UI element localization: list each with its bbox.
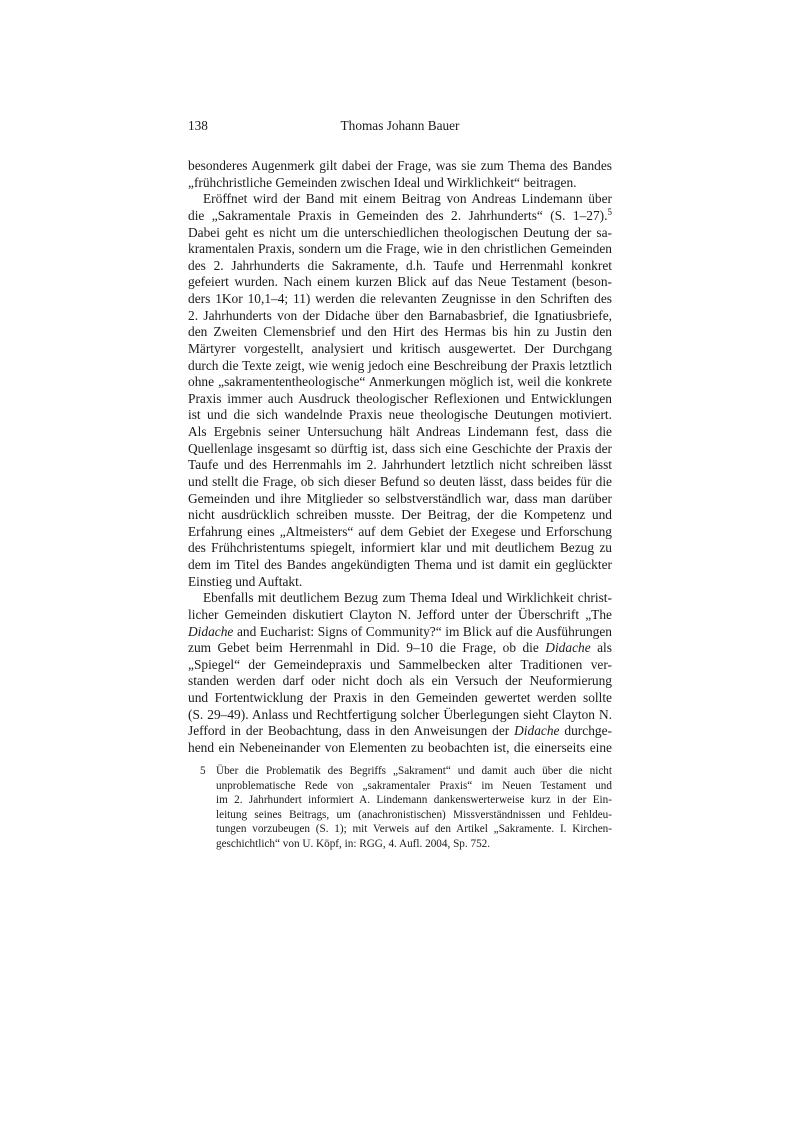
text-line — [216, 779, 612, 794]
text-line — [188, 590, 612, 607]
text-segment: durchge- — [559, 723, 612, 739]
text-line — [188, 175, 612, 192]
text-line — [188, 424, 612, 441]
text-line — [188, 557, 612, 574]
text-line — [188, 707, 612, 724]
running-header — [188, 118, 612, 136]
text-segment: leitung seines Beitrags, um (anachronistischen) Missverständnissen und Fehldeu- — [216, 808, 612, 821]
text-line — [188, 324, 612, 341]
text-line — [188, 574, 612, 591]
body-text — [188, 158, 612, 757]
text-segment: hend ein Nebeneinander von Elementen zu beobachten ist, die einerseits eine — [188, 739, 612, 755]
text-segment: (S. 29–49). Anlass und Rechtfertigung solcher Überlegungen sieht Clayton N. — [188, 706, 612, 722]
text-segment: und Fortentwicklung der Praxis in den Gemeinden gewertet werden sollte — [188, 690, 612, 705]
italic-title: Didache — [514, 723, 560, 739]
text-line — [188, 291, 612, 308]
text-line — [188, 441, 612, 458]
text-line — [216, 808, 612, 823]
footnote-number: 5 — [200, 765, 206, 777]
footnote-text — [216, 764, 612, 852]
text-line — [188, 624, 612, 641]
text-line — [188, 341, 612, 358]
text-line — [188, 491, 612, 508]
text-segment: standen werden darf oder nicht doch als ein Versuch der Neuformierung — [188, 673, 612, 689]
text-line — [188, 474, 612, 491]
text-line — [188, 457, 612, 474]
text-segment: Erfahrung eines „Altmeisters“ auf dem Gebiet der Exegese und Erforschung — [188, 523, 612, 539]
text-segment: durch die Texte zeigt, wie wenig jedoch eine Beschreibung der Praxis letztlich — [188, 357, 612, 373]
text-line — [188, 358, 612, 375]
text-segment: geschichtlich“ von U. Köpf, in: RGG, 4. Aufl. 2004, Sp. 752. — [216, 837, 491, 850]
text-segment: als — [590, 640, 612, 656]
text-segment: ohne „sakramententheologische“ Anmerkungen möglich ist, weil die konkrete — [188, 374, 612, 390]
text-segment: im 2. Jahrhundert informiert A. Lindemann dankenswerterweise kurz in der Ein- — [216, 794, 612, 807]
text-segment: dem im Titel des Bandes angekündigten Thema und ist damit ein geglückter — [188, 557, 612, 572]
text-segment: und stellt die Frage, ob sich dieser Befund so deuten lässt, dass beides für die — [188, 473, 612, 489]
text-line — [188, 607, 612, 624]
text-line — [188, 208, 612, 225]
text-segment: Einstieg und Auftakt. — [188, 573, 303, 589]
text-segment: Eröffnet wird der Band mit einem Beitrag von Andreas Lindemann über — [203, 191, 612, 207]
text-segment: and Eucharist: Signs of Community?“ im Blick auf die Ausführungen — [233, 623, 612, 639]
text-segment: ist und die sich wandelnde Praxis neue theologische Deutungen motiviert. — [188, 407, 612, 423]
text-segment: des Frühchristentums spiegelt, informiert klar und mit deutlichem Bezug zu — [188, 540, 612, 556]
text-segment: Jefford in der Beobachtung, dass in den Anweisungen der — [188, 723, 515, 739]
text-line — [216, 837, 612, 852]
text-segment: Als Ergebnis seiner Untersuchung hält Andreas Lindemann fest, dass die — [188, 424, 612, 439]
text-line — [188, 258, 612, 275]
text-line — [188, 308, 612, 325]
text-line — [188, 274, 612, 291]
text-segment: Praxis immer auch Ausdruck theologischer Reflexionen und Entwicklungen — [188, 390, 612, 406]
text-line — [216, 764, 612, 779]
page-number: 138 — [188, 118, 208, 133]
text-segment: kramentalen Praxis, sondern um die Frage, wie in den christlichen Gemeinden — [188, 241, 612, 257]
text-segment: unproblematische Rede von „sakramentaler Praxis“ im Neuen Testament und — [216, 779, 612, 792]
text-line — [188, 723, 612, 740]
text-line — [188, 191, 612, 208]
text-line — [188, 507, 612, 524]
text-line — [188, 374, 612, 391]
text-segment: Gemeinden und ihre Mitglieder so selbstverständlich war, dass man darüber — [188, 490, 612, 506]
text-line — [188, 225, 612, 242]
text-line — [188, 540, 612, 557]
italic-title: Didache — [188, 623, 234, 639]
text-segment: tungen vorzubeugen (S. 1); mit Verweis auf den Artikel „Sakramente. I. Kirchen- — [216, 823, 612, 836]
text-segment: ders 1Kor 10,1–4; 11) werden die relevanten Zeugnisse in den Schriften des — [188, 291, 612, 306]
text-line — [188, 407, 612, 424]
footnote-marker: 5 — [607, 206, 612, 217]
text-segment: 2. Jahrhunderts von der Didache über den Barnabasbrief, die Ignatiusbriefe, — [188, 307, 612, 323]
text-segment: Taufe und des Herrenmahls im 2. Jahrhundert letztlich nicht schreiben lässt — [188, 457, 612, 473]
text-line — [216, 793, 612, 808]
text-line — [188, 241, 612, 258]
text-line — [188, 740, 612, 757]
text-segment: Dabei geht es nicht um die unterschiedlichen theologischen Deutung der sa- — [188, 224, 612, 240]
text-segment: gefeiert wurden. Nach einem kurzen Blick auf das Neue Testament (beson- — [188, 274, 612, 290]
text-segment: Über die Problematik des Begriffs „Sakrament“ und damit auch über die nicht — [216, 765, 612, 777]
text-segment: den Zweiten Clemensbrief und den Hirt des Hermas bis hin zu Justin den — [188, 324, 612, 340]
italic-title: Didache — [545, 640, 591, 656]
text-segment: „Spiegel“ der Gemeindepraxis und Sammelbecken alter Traditionen ver- — [188, 656, 612, 672]
running-title: Thomas Johann Bauer — [340, 118, 460, 133]
text-line — [188, 158, 612, 175]
text-segment: „frühchristliche Gemeinden zwischen Ideal und Wirklichkeit“ beitragen. — [188, 174, 577, 190]
text-segment: Quellenlage insgesamt so dürftig ist, dass sich eine Geschichte der Praxis der — [188, 440, 612, 456]
text-line — [188, 524, 612, 541]
text-segment: licher Gemeinden diskutiert Clayton N. Jefford unter der Überschrift „The — [188, 606, 612, 622]
text-segment: zum Gebet beim Herrenmahl in Did. 9–10 die Frage, ob die — [188, 640, 546, 656]
text-segment: Ebenfalls mit deutlichem Bezug zum Thema Ideal und Wirklichkeit christ- — [203, 590, 612, 606]
text-line — [188, 640, 612, 657]
text-line — [188, 391, 612, 408]
text-line — [188, 657, 612, 674]
text-segment: des 2. Jahrhunderts die Sakramente, d.h. Taufe und Herrenmahl konkret — [188, 257, 612, 273]
text-line — [216, 822, 612, 837]
text-segment: besonderes Augenmerk gilt dabei der Frage, was sie zum Thema des Bandes — [188, 158, 612, 173]
text-line — [188, 690, 612, 707]
text-line — [188, 673, 612, 690]
text-segment: nicht ausdrücklich schreiben musste. Der Beitrag, der die Kompetenz und — [188, 507, 612, 523]
text-segment: Märtyrer vorgestellt, analysiert und kritisch ausgewertet. Der Durchgang — [188, 340, 612, 356]
text-segment: die „Sakramentale Praxis in Gemeinden des 2. Jahrhunderts“ (S. 1–27). — [188, 207, 608, 223]
